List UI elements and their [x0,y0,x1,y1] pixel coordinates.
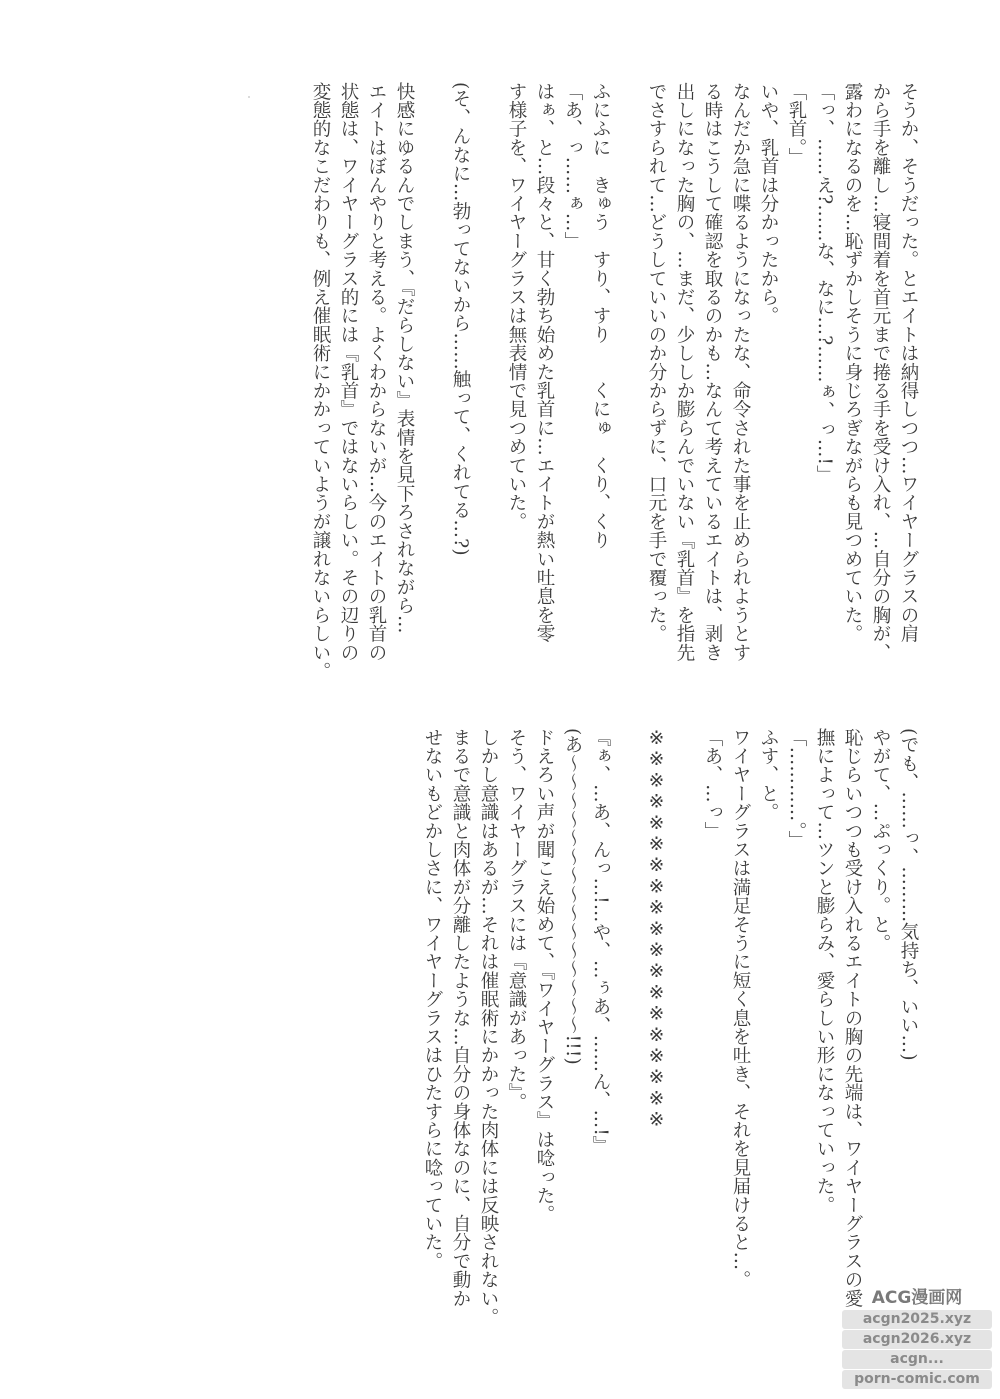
text-column: 快感にゆるんでしまう、『だらしない』表情を見下ろされながら… [394,82,415,634]
text-column: ドえろい声が聞こえ始めて、『ワイヤーグラス』は唸った。 [534,728,555,1224]
text-column: ワイヤーグラスは満足そうに短く息を吐き、それを見届けると…。 [730,728,751,1289]
text-column: そう、ワイヤーグラスには『意識があった』。 [506,728,527,1112]
watermark-url[interactable]: acgn2026.xyz [842,1330,992,1349]
watermark-url[interactable]: acgn... [842,1350,992,1369]
text-column: る時はこうして確認を取るのかも…なんて考えているエイトは、剥き [702,82,723,662]
text-column: (あ〜〜〜〜〜〜〜〜〜〜〜〜〜〜〜!!!) [562,728,583,1065]
column-spacer [418,82,446,702]
text-column: から手を離し…寝間着を首元まで捲る手を受け入れ、…自分の胸が、 [870,82,891,662]
text-column: ふす、と。 [758,728,779,822]
text-column: でさすられて…どうしていいのか分からずに、口元を手で覆った。 [646,82,667,643]
text-column: 『ぁ、…あ、んっ…!…や、…ぅあ、……ん、…!』 [590,728,611,1155]
site-watermark [842,1287,992,1389]
text-column: 出しになった胸の、…まだ、少ししか膨らんでいない『乳首』を指先 [674,82,695,662]
column-spacer [474,82,502,702]
text-column: (そ、んなに…勃ってないから……触って、くれてる…?) [450,82,471,556]
text-column: 状態は、ワイヤーグラス的には『乳首』ではないらしい。その辺りの [338,82,359,662]
text-column: 撫によって…ツンと膨らみ、愛らしい形になっていった。 [814,728,835,1215]
text-column: まるで意識と肉体が分離したような…自分の身体なのに、自分で動か [450,728,471,1308]
text-column: す様子を、ワイヤーグラスは無表情で見つめていた。 [506,82,527,531]
text-column: しかし意識はあるが…それは催眠術にかかった肉体には反映されない。 [478,728,499,1327]
watermark-url[interactable]: porn-comic.com [842,1370,992,1389]
text-column: 露わになるのを…恥ずかしそうに身じろぎながらも見つめていた。 [842,82,863,643]
column-spacer [670,728,698,1288]
text-column: いや、乳首は分かったから。 [758,82,779,326]
text-column: ふにふに きゅう すり、すり くにゅ くり、くり [590,82,611,550]
text-column: なんだか急に喋るようになったな、命令された事を止められようとす [730,82,751,662]
text-column: 「…………。」 [786,728,807,850]
text-column: エイトはぼんやりと考える。よくわからないが…今のエイトの乳首の [366,82,387,662]
text-column: 恥じらいつつも受け入れるエイトの胸の先端は、ワイヤーグラスの愛 [842,728,863,1308]
column-spacer [614,82,642,702]
speck [248,96,250,98]
text-column: (でも、……っ、………気持ち、いい…) [898,728,919,1061]
column-spacer [614,728,642,1288]
text-column: せないもどかしさに、ワイヤーグラスはひたすらに唸っていた。 [422,728,443,1271]
text-column: 「あ、っ……ぁ…」 [562,82,583,251]
text-column: そうか、そうだった。とエイトは納得しつつ…ワイヤーグラスの肩 [898,82,919,643]
text-column: 「乳首。」 [786,82,807,167]
text-column: はぁ、と…段々と、甘く勃ち始めた乳首に…エイトが熱い吐息を零 [534,82,555,643]
text-column: 「あ、…っ」 [702,728,723,841]
watermark-url[interactable]: acgn2025.xyz [842,1310,992,1329]
upper-text-block [306,82,922,702]
watermark-logo: ACG漫画网 [871,1288,963,1308]
text-column: 変態的なこだわりも、例え催眠術にかかっていようが譲れないらしい。 [310,82,331,681]
text-column: 「っ、……え?……な、なに…?……ぁ、っ…!」 [814,82,835,484]
text-column: やがて、…ぷっくり。と。 [870,728,891,953]
text-column: ※※※※※※※※※※※※※※※※※※※ [646,728,667,1131]
